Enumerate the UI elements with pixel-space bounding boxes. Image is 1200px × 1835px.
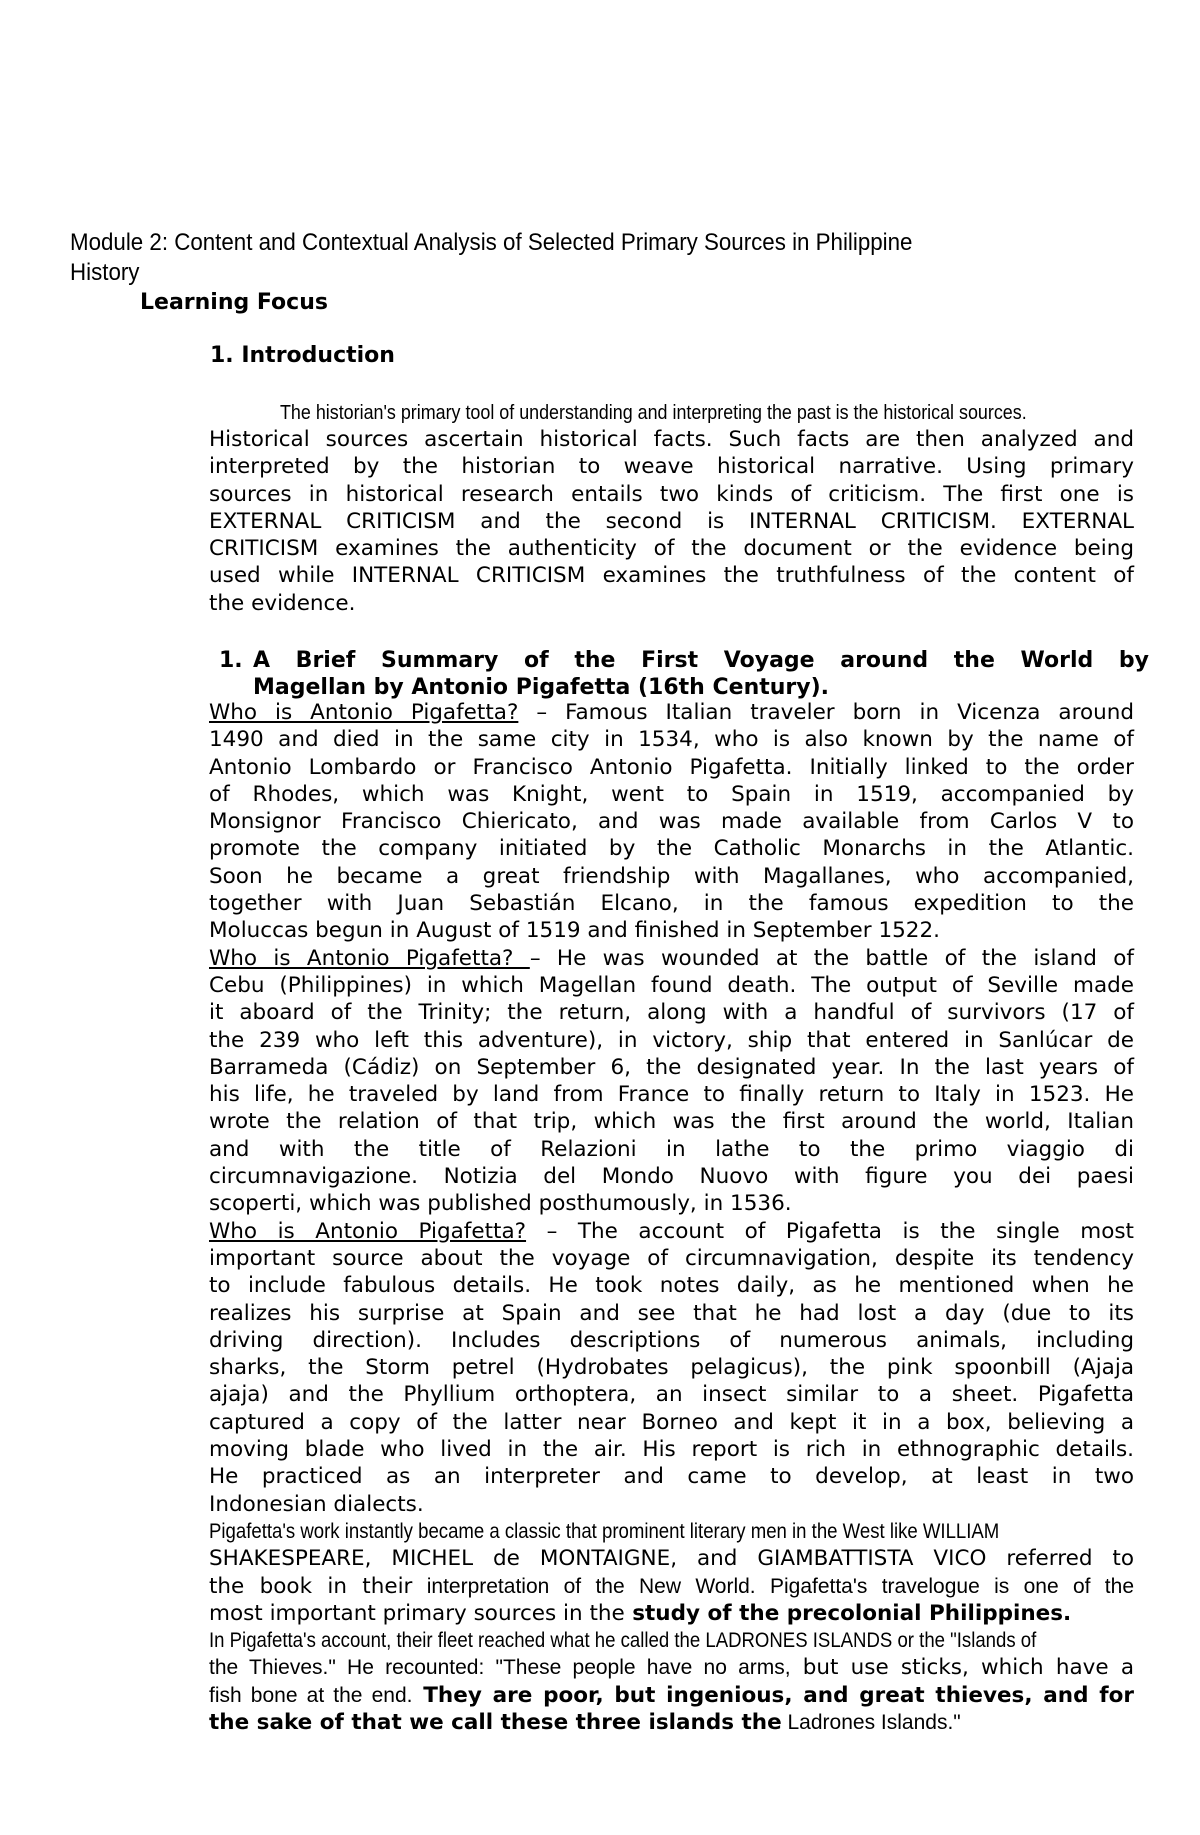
who1-line: Monsignor Francisco Chiericato, and was made available from Carlos V to <box>209 809 1134 835</box>
p5-line-4 <box>209 1709 1134 1736</box>
summary-heading-line-2: Magellan by Antonio Pigafetta (16th Century). <box>253 675 830 700</box>
introduction-heading: 1. Introduction <box>210 343 395 368</box>
module-title-line-1: Module 2: Content and Contextual Analysis of Selected Primary Sources in Philippine <box>70 229 913 256</box>
who3-line: sharks, the Storm petrel (Hydrobates pelagicus), the pink spoonbill (Ajaja <box>209 1355 1134 1381</box>
intro-line: Historical sources ascertain historical facts. Such facts are then analyzed and <box>209 427 1134 452</box>
p4-line-4 <box>209 1600 1134 1627</box>
who3-line: realizes his surprise at Spain and see that he had lost a day (due to its <box>209 1300 1134 1326</box>
p5-line-4-b: Ladrones Islands." <box>781 1710 961 1734</box>
p4-line-4-a: most important primary sources in the <box>209 1600 625 1626</box>
who2-line: circumnavigazione. Notizia del Mondo Nuovo with figure you dei paesi <box>209 1164 1134 1190</box>
who2-line: scoperti, which was published posthumously, in 1536. <box>209 1191 792 1217</box>
p5-line-3-b: They are poor, but ingenious, and great thieves, and for <box>412 1682 1134 1708</box>
who1-first-rest: – Famous Italian traveler born in Vicenza around <box>518 700 1134 725</box>
who1-line: 1490 and died in the same city in 1534, who is also known by the name of <box>209 727 1134 753</box>
who2-line: and with the title of Relazioni in lathe to the primo viaggio di <box>209 1136 1134 1162</box>
who2-line: the 239 who left this adventure), in victory, ship that entered in Sanlúcar de <box>209 1027 1134 1053</box>
who1-line: of Rhodes, which was Knight, went to Spain in 1519, accompanied by <box>209 781 1134 807</box>
who2-first-rest: – He was wounded at the battle of the island of <box>529 945 1134 971</box>
p5-line-2-b: but use sticks, which have a <box>790 1655 1134 1681</box>
who3-line: He practiced as an interpreter and came to develop, at least in two <box>209 1464 1134 1490</box>
p5-line-1: In Pigafetta's account, their fleet reached what he called the LADRONES ISLANDS or the "Islands of <box>209 1629 1037 1653</box>
who3-line: ajaja) and the Phyllium orthoptera, an insect similar to a sheet. Pigafetta <box>209 1382 1134 1408</box>
introduction-paragraph <box>209 426 1134 617</box>
who1-line: Antonio Lombardo or Francisco Antonio Pigafetta. Initially linked to the order <box>209 754 1134 780</box>
who3-line: driving direction). Includes descriptions of numerous animals, including <box>209 1327 1134 1353</box>
who1-label: Who is Antonio Pigafetta? <box>209 700 519 725</box>
summary-number: 1. <box>219 648 243 673</box>
who2-label: Who is Antonio Pigafetta? <box>209 945 530 971</box>
who3-line: moving blade who lived in the air. His report is rich in ethnographic details. <box>209 1437 1134 1463</box>
intro-line: CRITICISM examines the authenticity of the document or the evidence being <box>209 536 1134 562</box>
p4-line-3-b: interpretation of the New World. Pigafetta's travelogue is one of the <box>412 1574 1134 1598</box>
intro-line: EXTERNAL CRITICISM and the second is INTERNAL CRITICISM. EXTERNAL <box>209 508 1134 534</box>
who1-line: together with Juan Sebastián Elcano, in the famous expedition to the <box>209 891 1134 917</box>
who1-line: promote the company initiated by the Catholic Monarchs in the Atlantic. <box>209 836 1134 862</box>
pigafetta-body <box>209 699 1134 1736</box>
intro-line: used while INTERNAL CRITICISM examines the truthfulness of the content of <box>209 563 1134 589</box>
who1-line: Moluccas begun in August of 1519 and finished in September 1522. <box>209 918 940 944</box>
who3-line: captured a copy of the latter near Borneo and kept it in a box, believing a <box>209 1409 1134 1435</box>
who2-line: Cebu (Philippines) in which Magellan found death. The output of Seville made <box>209 972 1134 998</box>
who1-first-line <box>209 699 1134 726</box>
who2-first-line <box>209 945 1134 972</box>
who1-line: Soon he became a great friendship with Magallanes, who accompanied, <box>209 863 1134 889</box>
who3-first-line <box>209 1218 1134 1245</box>
intro-line: sources in historical research entails two kinds of criticism. The first one is <box>209 481 1134 507</box>
who3-line: Indonesian dialects. <box>209 1491 424 1517</box>
p5-line-2 <box>209 1654 1134 1681</box>
p4-line-4-b: study of the precolonial Philippines. <box>624 1600 1072 1626</box>
p5-line-3 <box>209 1682 1134 1709</box>
p4-line-2: SHAKESPEARE, MICHEL de MONTAIGNE, and GIAMBATTISTA VICO referred to <box>209 1546 1134 1572</box>
module-title <box>70 228 1009 288</box>
intro-line: the evidence. <box>209 590 356 616</box>
who2-line: Barrameda (Cádiz) on September 6, the designated year. In the last years of <box>209 1054 1134 1080</box>
who3-line: to include fabulous details. He took notes daily, as he mentioned when he <box>209 1273 1134 1299</box>
p5-line-4-a: the sake of that we call these three islands the <box>209 1709 782 1735</box>
p5-line-2-a: the Thieves." He recounted: "These people have no arms, <box>209 1656 791 1680</box>
learning-focus-heading: Learning Focus <box>140 290 328 315</box>
p4-line-3 <box>209 1573 1134 1600</box>
who2-line: it aboard of the Trinity; the return, along with a handful of survivors (17 of <box>209 1000 1134 1026</box>
who3-first-rest: – The account of Pigafetta is the single most <box>526 1218 1134 1244</box>
p4-line-3-a: the book in their <box>209 1573 413 1599</box>
intro-line: interpreted by the historian to weave historical narrative. Using primary <box>209 454 1134 480</box>
who3-line: important source about the voyage of circumnavigation, despite its tendency <box>209 1245 1134 1271</box>
introduction-first-line: The historian's primary tool of understanding and interpreting the past is the historical sources. <box>280 402 1027 424</box>
who3-label: Who is Antonio Pigafetta? <box>209 1218 527 1244</box>
who2-line: wrote the relation of that trip, which was the first around the world, Italian <box>209 1109 1134 1135</box>
module-title-line-2: History <box>70 259 140 286</box>
p5-line-3-a: fish bone at the end. <box>209 1683 413 1707</box>
who2-line: his life, he traveled by land from France to finally return to Italy in 1523. He <box>209 1082 1134 1108</box>
p4-line-1: Pigafetta's work instantly became a classic that prominent literary men in the West like WILLIAM <box>209 1519 1000 1543</box>
summary-heading-line-1: A Brief Summary of the First Voyage around the World by <box>253 648 1149 673</box>
